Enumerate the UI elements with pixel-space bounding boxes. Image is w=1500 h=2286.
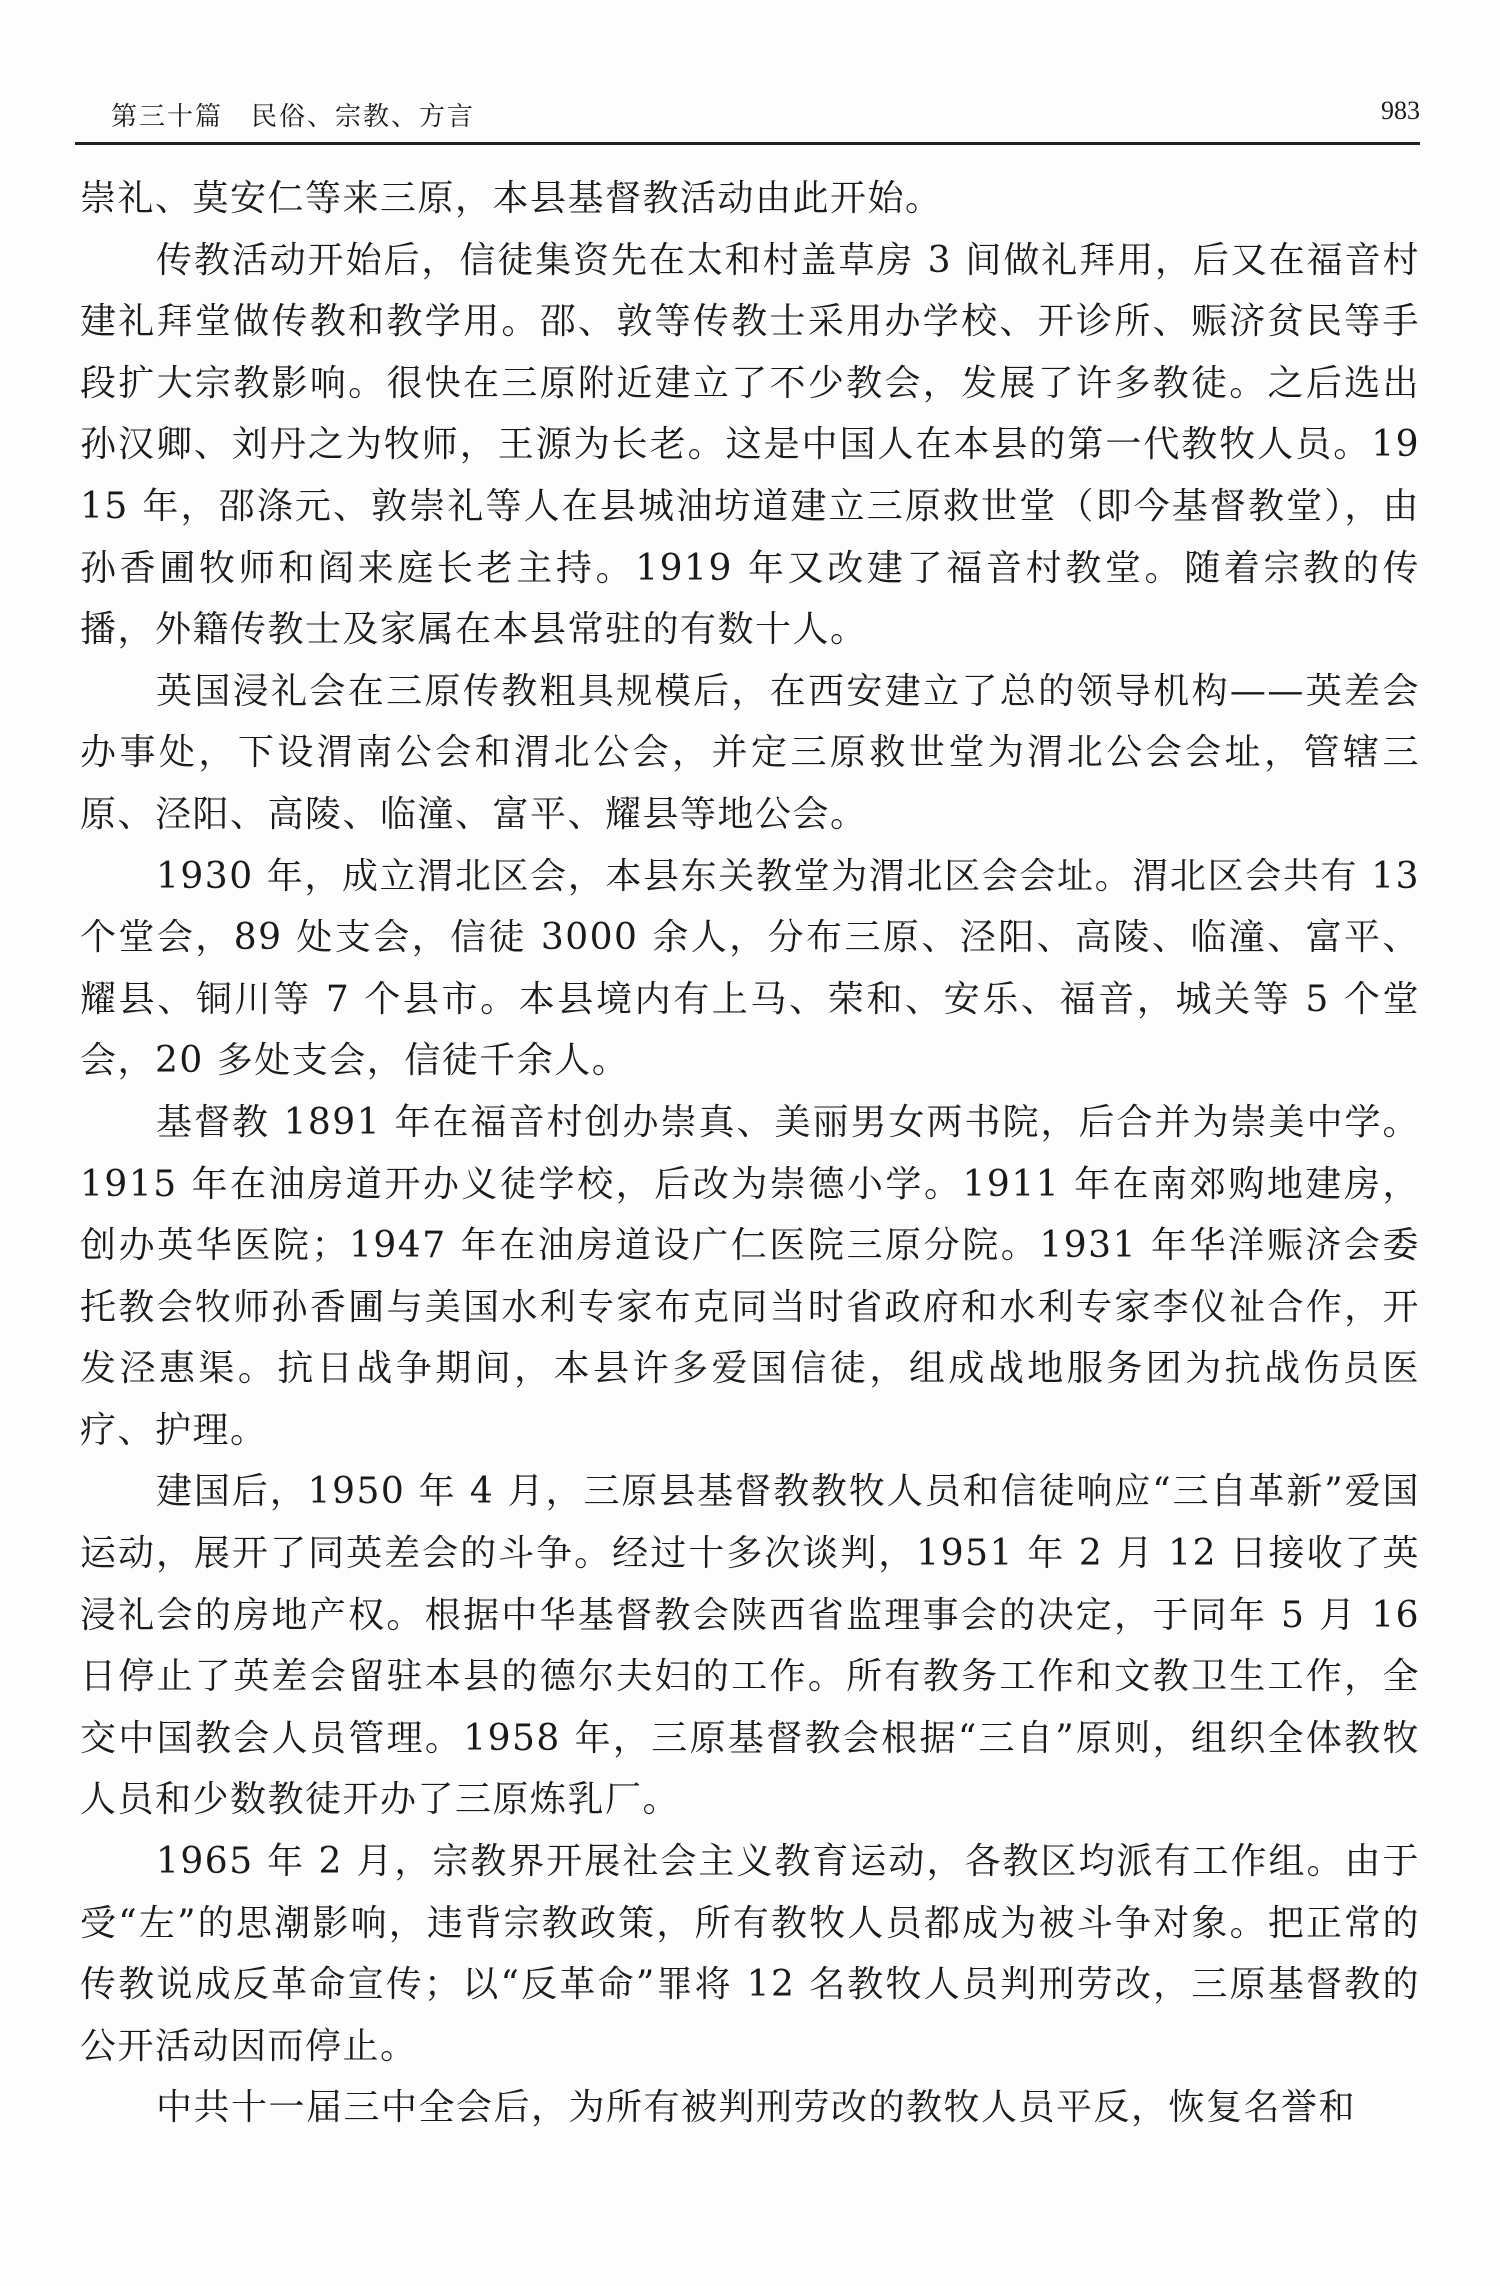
running-header [75,92,1420,145]
paragraph: 建国后，1950 年 4 月，三原县基督教教牧人员和信徒响应“三自革新”爱国运动，展开了同英差会的斗争。经过十多次谈判，1951 年 2 月 12 日接收了英浸礼会的房地产权。根据中华基督教会陕西省监理事会的决定，于同年 5 月 16 日停止了英差会留驻本县的德尔夫妇的工作。所有教务工作和文教卫生工作，全交中国教会人员管理。1958 年，三原基督教会根据“三自”原则，组织全体教牧人员和少数教徒开办了三原炼乳厂。 [80,1471,1420,1821]
body-text [80,168,1420,2139]
paragraph: 1965 年 2 月，宗教界开展社会主义教育运动，各教区均派有工作组。由于受“左”的思潮影响，违背宗教政策，所有教牧人员都成为被斗争对象。把正常的传教说成反革命宣传；以“反革命”罪将 12 名教牧人员判刑劳改，三原基督教的公开活动因而停止。 [80,1841,1420,2067]
paragraph: 基督教 1891 年在福音村创办崇真、美丽男女两书院，后合并为崇美中学。1915 年在油房道开办义徒学校，后改为崇德小学。1911 年在南郊购地建房，创办英华医院；1947 年在油房道设广仁医院三原分院。1931 年华洋赈济会委托教会牧师孙香圃与美国水利专家布克同当时省政府和水利专家李仪祉合作，开发泾惠渠。抗日战争期间，本县许多爱国信徒，组成战地服务团为抗战伤员医疗、护理。 [80,1101,1420,1451]
page-number: 983 [1381,96,1420,125]
paragraph: 传教活动开始后，信徒集资先在太和村盖草房 3 间做礼拜用，后又在福音村建礼拜堂做传教和教学用。邵、敦等传教士采用办学校、开诊所、赈济贫民等手段扩大宗教影响。很快在三原附近建立了不少教会，发展了许多教徒。之后选出孙汉卿、刘丹之为牧师，王源为长老。这是中国人在本县的第一代教牧人员。1915 年，邵涤元、敦崇礼等人在县城油坊道建立三原救世堂（即今基督教堂），由孙香圃牧师和阎来庭长老主持。1919 年又改建了福音村教堂。随着宗教的传播，外籍传教士及家属在本县常驻的有数十人。 [80,239,1420,651]
paragraph: 英国浸礼会在三原传教粗具规模后，在西安建立了总的领导机构——英差会办事处，下设渭南公会和渭北公会，并定三原救世堂为渭北公会会址，管辖三原、泾阳、高陵、临潼、富平、耀县等地公会。 [80,670,1420,835]
paragraph: 中共十一届三中全会后，为所有被判刑劳改的教牧人员平反，恢复名誉和 [156,2087,1357,2129]
paragraph-continuation: 崇礼、莫安仁等来三原，本县基督教活动由此开始。 [80,178,943,219]
chapter-title: 第三十篇 民俗、宗教、方言 [111,102,476,132]
paragraph: 1930 年，成立渭北区会，本县东关教堂为渭北区会会址。渭北区会共有 13 个堂会，89 处支会，信徒 3000 余人，分布三原、泾阳、高陵、临潼、富平、耀县、铜川等 7 个县市。本县境内有上马、荣和、安乐、福音，城关等 5 个堂会，20 多处支会，信徒千余人。 [80,855,1420,1082]
